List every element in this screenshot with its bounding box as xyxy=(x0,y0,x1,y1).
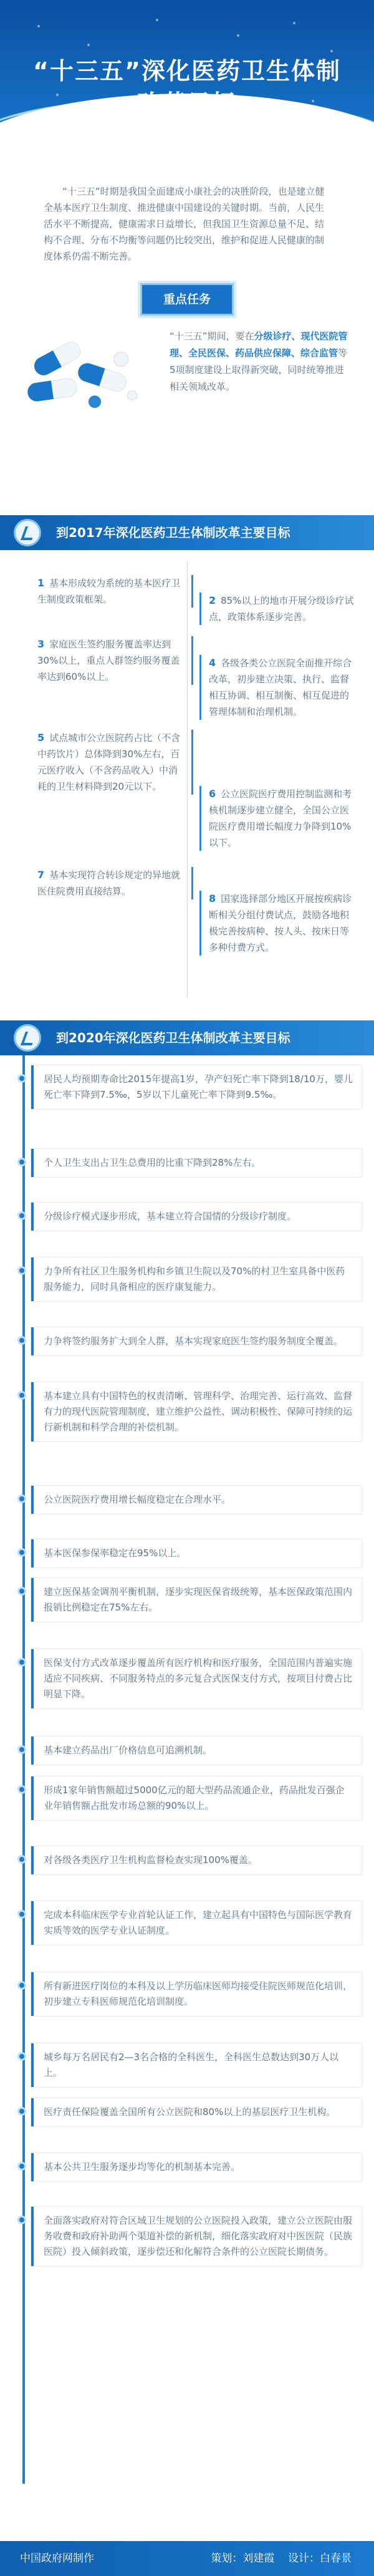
goal-2017-item xyxy=(199,655,355,720)
bullet-icon xyxy=(17,2215,26,2224)
goal-text: 所有新进医疗岗位的本科及以上学历临床医师均接受住院医师规范化培训，初步建立专科医师规范化培训制度。 xyxy=(44,1980,353,2007)
goal-2020-item xyxy=(31,2153,362,2181)
goal-number: 7 xyxy=(37,869,45,881)
goal-text: 各级各类公立医院全面推开综合改革，初步建立决策、执行、监督相互协调、相互制衡、相互促进的管理体制和治理机制。 xyxy=(209,657,352,717)
goal-text: 国家选择部分地区开展按疾病诊断相关分组付费试点，鼓励各地积极完善按病种、按人头、按床日等多种付费方式。 xyxy=(209,893,352,953)
key-tasks-label: 重点任务 xyxy=(140,283,234,316)
goal-number: 3 xyxy=(37,638,45,650)
plan-text xyxy=(170,328,350,395)
goal-2020-item xyxy=(31,1149,362,1177)
goal-2017-item xyxy=(37,636,193,685)
goal-text: 基本实现符合转诊规定的异地就医住院费用直接结算。 xyxy=(37,869,181,897)
goal-2020-item xyxy=(31,1901,362,1945)
goal-text: 基本建立药品出厂价格信息可追溯机制。 xyxy=(44,1745,213,1756)
goal-text: 建立医保基金调剂平衡机制，逐步实现医保省级统筹，基本医保政策范围内报销比例稳定在75%左右。 xyxy=(44,1586,353,1613)
goal-2020-item xyxy=(31,1649,362,1708)
goal-2017-item xyxy=(199,891,355,956)
goal-2017-item xyxy=(37,730,193,795)
bullet-icon xyxy=(17,1266,26,1275)
bullet-icon xyxy=(17,1391,26,1400)
goal-text: 城乡每万名居民有2—3名合格的全科医生，全科医生总数达到30万人以上。 xyxy=(44,2051,339,2078)
goal-number: 4 xyxy=(209,657,216,669)
goal-text: 分级诊疗模式逐步形成，基本建立符合国情的分级诊疗制度。 xyxy=(44,1211,297,1222)
plan-block xyxy=(0,328,374,422)
plan-text-highlight: 分级诊疗、现代医院管理、全民医保、药品供应保障、综合监管 xyxy=(170,331,348,359)
goal-text: 试点城市公立医院药占比（不含中药饮片）总体降到30%左右，百元医疗收入（不含药品收入）中消耗的卫生材料降到20元以下。 xyxy=(37,732,181,792)
goal-2020-item xyxy=(31,1776,362,1820)
goal-text: 85%以上的地市开展分级诊疗试点，政策体系逐步完善。 xyxy=(209,595,354,622)
goal-2020-item xyxy=(31,1846,362,1874)
goal-text: 基本建立具有中国特色的权责清晰、管理科学、治理完善、运行高效、监督有力的现代医院管理制度，建立维护公益性、调动积极性、保障可持续的运行新机制和科学合理的补偿机制。 xyxy=(44,1390,353,1433)
goal-text: 全面落实政府对符合区域卫生规划的公立医院投入政策，建立公立医院由服务收费和政府补助两个渠道补偿的新机制，细化落实政府对中医医院（民族医院）投入倾斜政策，逐步偿还和化解符合条件的公立医院长期债务。 xyxy=(44,2215,353,2257)
goal-2017-item xyxy=(199,593,355,625)
goal-2020-item xyxy=(31,1578,362,1622)
goal-text: 力争将签约服务扩大到全人群，基本实现家庭医生签约服务制度全覆盖。 xyxy=(44,1335,343,1347)
section-2020-banner xyxy=(0,1020,374,1055)
goal-2020-item xyxy=(31,1203,362,1231)
goal-number: 2 xyxy=(209,594,216,606)
bullet-icon xyxy=(17,2162,26,2171)
footer-designer: 设计：白春景 xyxy=(288,2552,352,2565)
goal-2020-item xyxy=(31,1486,362,1514)
goal-2017-item xyxy=(37,575,193,608)
footer-source: 中国政府网制作 xyxy=(20,2552,94,2565)
goal-2020-item xyxy=(31,2098,362,2126)
page-title-line1: “十三五”深化医药卫生体制 xyxy=(33,57,341,85)
bullet-icon xyxy=(17,1074,26,1083)
pills-illustration xyxy=(20,341,151,409)
section-2017-banner xyxy=(0,515,374,550)
section-2017-title: 到2017年深化医药卫生体制改革主要目标 xyxy=(56,525,290,540)
bullet-icon xyxy=(17,2107,26,2116)
checkmark-icon xyxy=(14,1024,41,1052)
header-banner xyxy=(0,0,374,168)
goal-text: 力争所有社区卫生服务机构和乡镇卫生院以及70%的村卫生室具备中医药服务能力，同时具备相应的医疗康复能力。 xyxy=(44,1266,345,1292)
goal-2017-item xyxy=(199,786,355,851)
bullet-icon xyxy=(17,1785,26,1794)
checkmark-icon xyxy=(14,519,41,546)
goal-text: 医疗责任保险覆盖全国所有公立医院和80%以上的基层医疗卫生机构。 xyxy=(44,2106,336,2118)
goal-number: 5 xyxy=(37,732,45,743)
capsule-icon xyxy=(31,339,84,379)
goal-text: 对各级各类医疗卫生机构监督检查实现100%覆盖。 xyxy=(44,1854,257,1866)
goal-2020-item xyxy=(31,2043,362,2087)
goal-2020-item xyxy=(31,1327,362,1355)
goal-text: 基本医保参保率稳定在95%以上。 xyxy=(44,1547,186,1559)
footer-credits xyxy=(211,2541,352,2576)
pill-icon xyxy=(127,390,137,400)
goal-text: 公立医院医疗费用增长幅度稳定在合理水平。 xyxy=(44,1494,231,1505)
plan-text-prefix: “十三五”期间，要在 xyxy=(170,331,254,342)
goal-2020-item xyxy=(31,1382,362,1441)
intro-paragraph: “十三五”时期是我国全面建成小康社会的决胜阶段，也是建立健全基本医疗卫生制度、推进健康中国建设的关键时期。当前，人民生活水平不断提高，健康需求日益增长，但我国卫生资源总量不足、结构不合理、分布不均衡等问题仍比较突出，维护和促进人民健康的制度体系仍需不断完善。 xyxy=(44,186,325,262)
section-2020-title: 到2020年深化医药卫生体制改革主要目标 xyxy=(56,1030,290,1045)
bullet-icon xyxy=(17,1336,26,1345)
section-2017-goals xyxy=(0,561,374,1010)
goal-text: 家庭医生签约服务覆盖率达到30%以上，重点人群签约服务覆盖率达到60%以上。 xyxy=(37,639,180,682)
bullet-icon xyxy=(17,1548,26,1557)
pill-icon xyxy=(89,395,101,408)
goal-text: 基本公共卫生服务逐步均等化的机制基本完善。 xyxy=(44,2161,241,2172)
goal-text: 形成1家年销售额超过5000亿元的超大型药品流通企业，药品批发百强企业年销售额占批发市场总额的90%以上。 xyxy=(44,1784,345,1811)
goal-text: 居民人均预期寿命比2015年提高1岁，孕产妇死亡率下降到18/10万，婴儿死亡率下降到7.5‰，5岁以下儿童死亡率下降到9.5‰。 xyxy=(44,1073,353,1100)
bullet-icon xyxy=(17,1981,26,1990)
bullet-icon xyxy=(17,1211,26,1220)
goal-2017-item xyxy=(37,867,193,899)
pill-icon xyxy=(113,352,128,367)
goal-2020-item xyxy=(31,1257,362,1301)
goal-2020-item xyxy=(31,1539,362,1567)
goal-2020-item xyxy=(31,1972,362,2016)
goal-text: 完成本科临床医学专业首轮认证工作，建立起具有中国特色与国际医学教育实质等效的医学专业认证制度。 xyxy=(44,1909,353,1936)
goal-number: 8 xyxy=(209,893,216,904)
bullet-icon xyxy=(17,1494,26,1503)
bullet-icon xyxy=(17,1745,26,1754)
goal-number: 6 xyxy=(209,788,216,800)
goal-2020-item xyxy=(31,2207,362,2266)
bullet-icon xyxy=(17,1587,26,1595)
footer-planner: 策划：刘建霞 xyxy=(211,2552,275,2565)
bullet-icon xyxy=(17,1855,26,1864)
goal-2020-item xyxy=(31,1065,362,1109)
goal-text: 基本形成较为系统的基本医疗卫生制度政策框架。 xyxy=(37,578,181,605)
capsule-icon xyxy=(26,377,78,403)
goal-text: 公立医院医疗费用控制监测和考核机制逐步建立健全，全国公立医院医疗费用增长幅度力争降到10%以下。 xyxy=(209,788,352,848)
bullet-icon xyxy=(17,1158,26,1166)
goal-number: 1 xyxy=(37,577,45,589)
bullet-icon xyxy=(17,1658,26,1667)
goal-2020-item xyxy=(31,1736,362,1765)
goal-text: 个人卫生支出占卫生总费用的比重下降到28%左右。 xyxy=(44,1157,261,1168)
footer-bar xyxy=(0,2541,374,2576)
bullet-icon xyxy=(17,1910,26,1919)
bullet-icon xyxy=(17,2052,26,2061)
plan-text-suffix: 等5项制度建设上取得新突破，同时统筹推进相关领域改革。 xyxy=(170,347,348,392)
goal-text: 医保支付方式改革逐步覆盖所有医疗机构和医疗服务，全国范围内普遍实施适应不同疾病、不同服务特点的多元复合式医保支付方式，按项目付费占比明显下降。 xyxy=(44,1657,353,1700)
